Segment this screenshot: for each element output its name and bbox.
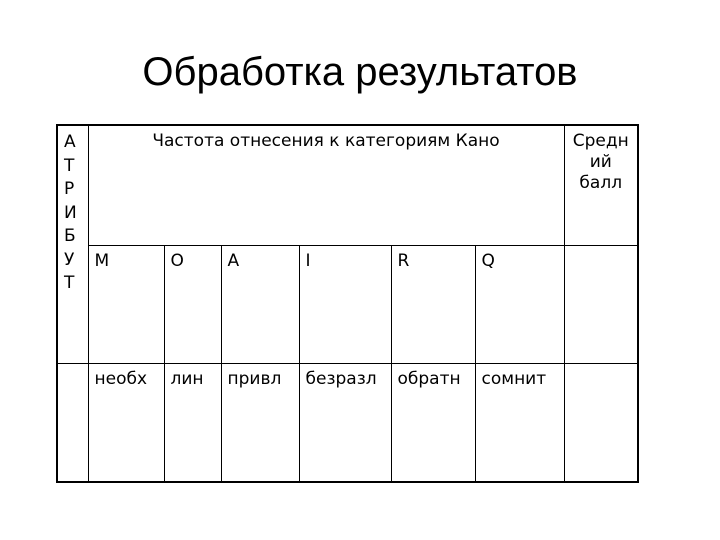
header-row xyxy=(57,125,638,245)
attribute-letter: И xyxy=(64,202,77,223)
attribute-header-cell xyxy=(57,125,88,363)
frequency-header-cell: Частота отнесения к категориям Кано xyxy=(88,125,564,245)
category-code-cell: M xyxy=(88,245,164,363)
slide-title: Обработка результатов xyxy=(142,50,578,94)
category-name-cell: лин xyxy=(164,363,221,482)
average-header-line: балл xyxy=(579,173,623,193)
category-name-cell: привл xyxy=(221,363,299,482)
attribute-letter: У xyxy=(64,249,75,270)
category-code-cell: I xyxy=(299,245,391,363)
kano-results-table xyxy=(56,124,639,483)
category-code-cell: Q xyxy=(475,245,564,363)
attribute-letter: Б xyxy=(64,226,76,246)
average-score-cell xyxy=(564,363,638,482)
category-name-cell: необх xyxy=(88,363,164,482)
attribute-letter: Т xyxy=(64,155,75,176)
category-name-row xyxy=(57,363,638,482)
attribute-letter: Р xyxy=(64,179,75,199)
category-code-cell: O xyxy=(164,245,221,363)
category-name-cell: обратн xyxy=(391,363,475,482)
attribute-cell xyxy=(57,363,88,482)
category-name-cell: безразл xyxy=(299,363,391,482)
attribute-letter: А xyxy=(64,132,76,152)
category-code-cell: R xyxy=(391,245,475,363)
average-score-cell xyxy=(564,245,638,363)
category-code-cell: A xyxy=(221,245,299,363)
category-code-row xyxy=(57,245,638,363)
attribute-letter: Т xyxy=(64,273,75,293)
average-header-line: Средн xyxy=(572,131,629,151)
category-name-cell: сомнит xyxy=(475,363,564,482)
average-score-header-cell xyxy=(564,125,638,245)
average-header-line: ий xyxy=(589,152,612,172)
